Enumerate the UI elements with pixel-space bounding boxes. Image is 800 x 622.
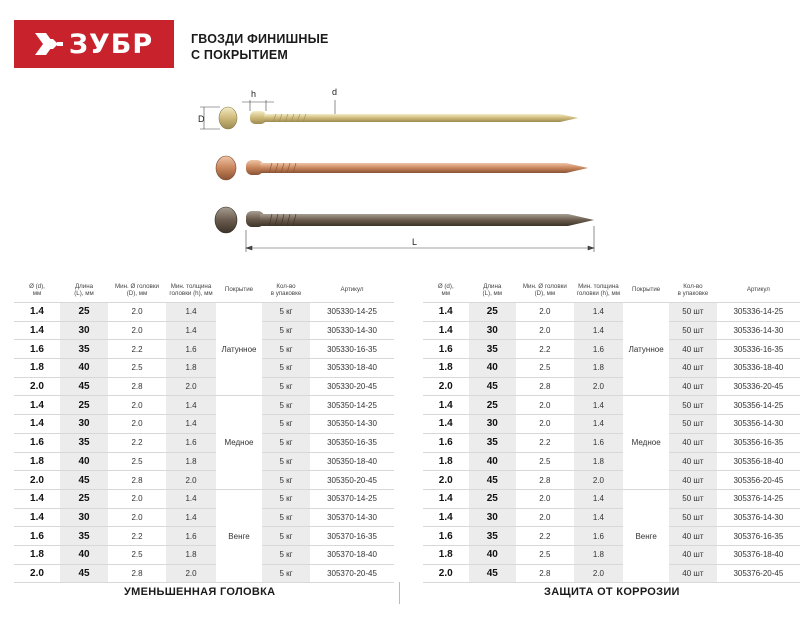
cell-diameter: 1.6 <box>423 433 469 452</box>
cell-sku: 305330-20-45 <box>310 377 394 396</box>
cell-length: 45 <box>60 564 108 583</box>
cell-length: 25 <box>60 396 108 415</box>
cell-length: 35 <box>60 433 108 452</box>
cell-coating: Латунное <box>623 303 669 396</box>
table-row <box>14 508 394 527</box>
cell-quantity: 5 кг <box>262 415 310 434</box>
cell-diameter: 1.4 <box>14 396 60 415</box>
cell-diameter: 1.8 <box>423 545 469 564</box>
cell-length: 30 <box>60 321 108 340</box>
cell-diameter: 2.0 <box>14 377 60 396</box>
cell-head-thickness: 1.4 <box>166 415 216 434</box>
cell-sku: 305356-14-30 <box>717 415 800 434</box>
table-row <box>423 377 800 396</box>
cell-head-diameter: 2.8 <box>516 377 573 396</box>
cell-quantity: 40 шт <box>669 377 717 396</box>
footer-right-label: ЗАЩИТА ОТ КОРРОЗИИ <box>544 586 680 598</box>
cell-quantity: 5 кг <box>262 303 310 322</box>
cell-sku: 305370-20-45 <box>310 564 394 583</box>
cell-quantity: 5 кг <box>262 359 310 378</box>
cell-head-diameter: 2.2 <box>108 433 166 452</box>
dimension-line-L <box>246 226 594 252</box>
header-quantity <box>262 278 310 303</box>
footer-left-label: УМЕНЬШЕННАЯ ГОЛОВКА <box>124 586 276 598</box>
cell-head-diameter: 2.2 <box>516 527 573 546</box>
cell-head-thickness: 1.4 <box>574 321 624 340</box>
cell-head-diameter: 2.2 <box>516 433 573 452</box>
cell-length: 30 <box>60 508 108 527</box>
cell-length: 25 <box>469 303 517 322</box>
label-h: h <box>251 89 257 99</box>
table-row <box>423 359 800 378</box>
cell-head-thickness: 2.0 <box>574 564 624 583</box>
header-length-line: (L), мм <box>74 290 94 297</box>
cell-sku: 305370-14-30 <box>310 508 394 527</box>
cell-head-thickness: 1.6 <box>574 527 624 546</box>
cell-sku: 305336-14-30 <box>717 321 800 340</box>
cell-head-diameter: 2.8 <box>516 564 573 583</box>
cell-diameter: 1.6 <box>423 527 469 546</box>
header-sku-line: Артикул <box>746 286 770 294</box>
cell-sku: 305356-18-40 <box>717 452 800 471</box>
cell-length: 45 <box>60 471 108 490</box>
cell-length: 35 <box>469 527 517 546</box>
cell-quantity: 5 кг <box>262 527 310 546</box>
cell-head-diameter: 2.0 <box>516 321 573 340</box>
cell-head-diameter: 2.2 <box>108 527 166 546</box>
cell-length: 35 <box>60 527 108 546</box>
cell-quantity: 5 кг <box>262 433 310 452</box>
header-head-diameter <box>108 278 166 303</box>
header-coating-line: Покрытие <box>632 286 661 294</box>
header-diameter-line: мм <box>32 290 42 297</box>
cell-head-thickness: 1.6 <box>166 527 216 546</box>
table-header <box>14 278 394 303</box>
cell-head-diameter: 2.0 <box>108 321 166 340</box>
cell-diameter: 2.0 <box>14 471 60 490</box>
table-row <box>423 452 800 471</box>
table-row <box>423 527 800 546</box>
cell-length: 30 <box>469 321 517 340</box>
cell-sku: 305350-18-40 <box>310 452 394 471</box>
cell-head-thickness: 1.4 <box>166 396 216 415</box>
table-row <box>14 564 394 583</box>
cell-head-diameter: 2.2 <box>108 340 166 359</box>
title-line-1: ГВОЗДИ ФИНИШНЫЕ <box>191 32 329 46</box>
cell-quantity: 40 шт <box>669 545 717 564</box>
cell-quantity: 50 шт <box>669 321 717 340</box>
cell-diameter: 1.4 <box>14 508 60 527</box>
cell-head-diameter: 2.2 <box>516 340 573 359</box>
table-row <box>423 321 800 340</box>
header-head-diameter-line: (D), мм <box>126 290 148 297</box>
cell-quantity: 50 шт <box>669 415 717 434</box>
cell-quantity: 40 шт <box>669 433 717 452</box>
header-length-line: Длина <box>74 282 94 290</box>
cell-diameter: 1.4 <box>14 303 60 322</box>
cell-sku: 305356-14-25 <box>717 396 800 415</box>
cell-head-diameter: 2.5 <box>108 545 166 564</box>
table-row <box>14 359 394 378</box>
header-head-diameter-line: Мин. Ø головки <box>115 282 159 290</box>
cell-quantity: 5 кг <box>262 452 310 471</box>
cell-quantity: 5 кг <box>262 545 310 564</box>
header-head-thickness <box>166 278 216 303</box>
cell-head-thickness: 1.4 <box>574 489 624 508</box>
header-length <box>469 278 517 303</box>
brand-logo <box>14 20 174 68</box>
table-row <box>423 340 800 359</box>
cell-quantity: 50 шт <box>669 303 717 322</box>
cell-head-thickness: 1.8 <box>166 545 216 564</box>
cell-diameter: 1.4 <box>423 321 469 340</box>
table-row <box>14 452 394 471</box>
cell-diameter: 1.4 <box>14 321 60 340</box>
cell-head-diameter: 2.0 <box>108 415 166 434</box>
cell-sku: 305376-20-45 <box>717 564 800 583</box>
cell-sku: 305350-14-30 <box>310 415 394 434</box>
cell-head-thickness: 1.4 <box>166 508 216 527</box>
cell-sku: 305330-16-35 <box>310 340 394 359</box>
label-L: L <box>412 237 418 247</box>
table-row <box>14 303 394 322</box>
cell-head-thickness: 1.4 <box>574 303 624 322</box>
copper-nail <box>216 156 588 180</box>
cell-sku: 305370-14-25 <box>310 489 394 508</box>
footer-divider <box>399 582 400 604</box>
cell-length: 35 <box>469 340 517 359</box>
header-length <box>60 278 108 303</box>
table-row <box>14 489 394 508</box>
cell-diameter: 1.6 <box>14 340 60 359</box>
cell-quantity: 5 кг <box>262 377 310 396</box>
table-row <box>423 564 800 583</box>
cell-head-diameter: 2.0 <box>108 303 166 322</box>
header-head-diameter-line: Мин. Ø головки <box>522 282 567 290</box>
cell-head-thickness: 1.4 <box>574 415 624 434</box>
cell-head-thickness: 1.8 <box>574 452 624 471</box>
cell-head-thickness: 2.0 <box>574 471 624 490</box>
cell-length: 40 <box>469 545 517 564</box>
cell-sku: 305336-18-40 <box>717 359 800 378</box>
cell-quantity: 5 кг <box>262 508 310 527</box>
header-sku <box>310 278 394 303</box>
cell-diameter: 1.8 <box>14 545 60 564</box>
cell-head-thickness: 1.4 <box>574 508 624 527</box>
cell-quantity: 40 шт <box>669 564 717 583</box>
table-row <box>423 471 800 490</box>
table-row <box>14 433 394 452</box>
header-quantity-line: в упаковке <box>677 290 709 297</box>
cell-sku: 305370-18-40 <box>310 545 394 564</box>
cell-head-diameter: 2.8 <box>516 471 573 490</box>
brass-nail <box>219 107 578 129</box>
table-row <box>14 396 394 415</box>
cell-quantity: 40 шт <box>669 452 717 471</box>
cell-length: 45 <box>469 471 517 490</box>
cell-diameter: 1.8 <box>14 452 60 471</box>
cell-head-diameter: 2.8 <box>108 564 166 583</box>
header-diameter-line: Ø (d), <box>437 282 454 290</box>
cell-head-diameter: 2.0 <box>516 508 573 527</box>
cell-head-diameter: 2.5 <box>516 452 573 471</box>
header-head-thickness-line: Мин. толщина <box>170 282 212 290</box>
cell-head-thickness: 2.0 <box>574 377 624 396</box>
cell-quantity: 40 шт <box>669 527 717 546</box>
cell-coating: Венге <box>216 489 262 582</box>
header-quantity-line: в упаковке <box>270 290 302 297</box>
label-D: D <box>198 114 205 124</box>
table-row <box>14 471 394 490</box>
cell-diameter: 1.8 <box>423 452 469 471</box>
table-row <box>423 433 800 452</box>
cell-head-thickness: 1.8 <box>574 359 624 378</box>
cell-length: 40 <box>60 545 108 564</box>
cell-diameter: 1.6 <box>14 527 60 546</box>
cell-length: 45 <box>60 377 108 396</box>
cell-diameter: 1.8 <box>423 359 469 378</box>
header-sku <box>717 278 800 303</box>
cell-head-diameter: 2.0 <box>108 508 166 527</box>
cell-coating: Латунное <box>216 303 262 396</box>
cell-coating: Медное <box>216 396 262 489</box>
cell-quantity: 50 шт <box>669 489 717 508</box>
cell-diameter: 1.4 <box>423 415 469 434</box>
cell-head-thickness: 1.6 <box>166 433 216 452</box>
cell-quantity: 40 шт <box>669 340 717 359</box>
table-header <box>423 278 800 303</box>
table-row <box>423 508 800 527</box>
spec-table-left <box>14 278 394 583</box>
cell-length: 40 <box>60 452 108 471</box>
cell-sku: 305376-14-25 <box>717 489 800 508</box>
cell-head-thickness: 1.6 <box>574 433 624 452</box>
table-row <box>14 340 394 359</box>
cell-head-diameter: 2.0 <box>516 303 573 322</box>
cell-length: 45 <box>469 564 517 583</box>
cell-head-thickness: 1.4 <box>166 489 216 508</box>
brand-name: ЗУБР <box>68 28 154 60</box>
cell-head-thickness: 1.8 <box>166 359 216 378</box>
cell-sku: 305356-20-45 <box>717 471 800 490</box>
wenge-nail <box>215 207 594 233</box>
cell-quantity: 50 шт <box>669 396 717 415</box>
cell-length: 30 <box>469 508 517 527</box>
cell-head-diameter: 2.0 <box>108 489 166 508</box>
cell-coating: Медное <box>623 396 669 489</box>
table-row <box>14 321 394 340</box>
table-row <box>423 396 800 415</box>
cell-length: 25 <box>60 489 108 508</box>
cell-head-thickness: 1.6 <box>166 340 216 359</box>
cell-diameter: 1.4 <box>423 396 469 415</box>
cell-sku: 305376-14-30 <box>717 508 800 527</box>
table-row <box>423 415 800 434</box>
header-quantity-line: Кол-во <box>276 282 296 290</box>
header-head-diameter-line: (D), мм <box>534 290 556 297</box>
cell-sku: 305376-18-40 <box>717 545 800 564</box>
table-row <box>423 489 800 508</box>
cell-head-thickness: 1.4 <box>166 321 216 340</box>
cell-head-thickness: 1.6 <box>574 340 624 359</box>
brand-arrow-icon <box>35 33 63 55</box>
header-coating <box>623 278 669 303</box>
header-diameter-line: мм <box>441 290 451 297</box>
cell-quantity: 40 шт <box>669 471 717 490</box>
cell-diameter: 2.0 <box>423 471 469 490</box>
cell-head-diameter: 2.5 <box>516 545 573 564</box>
cell-length: 40 <box>60 359 108 378</box>
table-row <box>14 377 394 396</box>
header-coating <box>216 278 262 303</box>
cell-sku: 305330-14-30 <box>310 321 394 340</box>
header-sku-line: Артикул <box>340 286 364 294</box>
table-row <box>14 415 394 434</box>
cell-diameter: 1.6 <box>423 340 469 359</box>
cell-head-thickness: 1.4 <box>574 396 624 415</box>
nails-illustration <box>180 80 610 260</box>
table-row <box>14 545 394 564</box>
cell-quantity: 5 кг <box>262 396 310 415</box>
cell-diameter: 1.4 <box>423 508 469 527</box>
cell-sku: 305376-16-35 <box>717 527 800 546</box>
cell-head-thickness: 1.4 <box>166 303 216 322</box>
cell-diameter: 1.4 <box>423 303 469 322</box>
cell-sku: 305336-20-45 <box>717 377 800 396</box>
cell-sku: 305350-16-35 <box>310 433 394 452</box>
header-diameter <box>14 278 60 303</box>
cell-sku: 305350-20-45 <box>310 471 394 490</box>
cell-diameter: 1.4 <box>423 489 469 508</box>
header-length-line: (L), мм <box>482 290 503 297</box>
cell-sku: 305370-16-35 <box>310 527 394 546</box>
cell-quantity: 5 кг <box>262 321 310 340</box>
cell-length: 40 <box>469 359 517 378</box>
page-title <box>191 31 329 63</box>
cell-diameter: 2.0 <box>423 377 469 396</box>
cell-head-diameter: 2.8 <box>108 471 166 490</box>
cell-diameter: 1.4 <box>14 489 60 508</box>
cell-diameter: 2.0 <box>423 564 469 583</box>
cell-head-diameter: 2.8 <box>108 377 166 396</box>
cell-quantity: 5 кг <box>262 489 310 508</box>
cell-diameter: 2.0 <box>14 564 60 583</box>
table-row <box>423 303 800 322</box>
cell-head-thickness: 2.0 <box>166 471 216 490</box>
cell-diameter: 1.6 <box>14 433 60 452</box>
spec-table-right <box>423 278 800 583</box>
cell-length: 25 <box>469 396 517 415</box>
cell-diameter: 1.4 <box>14 415 60 434</box>
cell-quantity: 5 кг <box>262 340 310 359</box>
cell-length: 25 <box>469 489 517 508</box>
cell-head-diameter: 2.5 <box>516 359 573 378</box>
header-head-thickness-line: Мин. толщина <box>578 282 619 290</box>
header-quantity-line: Кол-во <box>683 282 703 290</box>
cell-head-diameter: 2.5 <box>108 452 166 471</box>
header-length-line: Длина <box>483 282 502 290</box>
cell-head-thickness: 1.8 <box>166 452 216 471</box>
header-head-thickness-line: головки (h), мм <box>576 290 621 297</box>
cell-length: 25 <box>60 303 108 322</box>
cell-length: 30 <box>60 415 108 434</box>
cell-length: 30 <box>469 415 517 434</box>
cell-sku: 305330-14-25 <box>310 303 394 322</box>
cell-head-diameter: 2.0 <box>108 396 166 415</box>
cell-head-thickness: 2.0 <box>166 564 216 583</box>
cell-head-diameter: 2.0 <box>516 489 573 508</box>
cell-head-diameter: 2.0 <box>516 396 573 415</box>
cell-head-thickness: 1.8 <box>574 545 624 564</box>
table-row <box>423 545 800 564</box>
header-quantity <box>669 278 717 303</box>
cell-length: 35 <box>60 340 108 359</box>
header-diameter <box>423 278 469 303</box>
cell-quantity: 40 шт <box>669 359 717 378</box>
cell-sku: 305336-16-35 <box>717 340 800 359</box>
cell-length: 40 <box>469 452 517 471</box>
cell-sku: 305356-16-35 <box>717 433 800 452</box>
cell-length: 45 <box>469 377 517 396</box>
label-d: d <box>332 87 338 97</box>
cell-coating: Венге <box>623 489 669 582</box>
header-head-diameter <box>516 278 573 303</box>
table-row <box>14 527 394 546</box>
cell-sku: 305330-18-40 <box>310 359 394 378</box>
cell-head-diameter: 2.5 <box>108 359 166 378</box>
header-coating-line: Покрытие <box>224 286 254 294</box>
cell-quantity: 5 кг <box>262 564 310 583</box>
cell-length: 35 <box>469 433 517 452</box>
cell-quantity: 50 шт <box>669 508 717 527</box>
title-line-2: С ПОКРЫТИЕМ <box>191 48 288 62</box>
header-head-thickness-line: головки (h), мм <box>169 290 213 297</box>
cell-quantity: 5 кг <box>262 471 310 490</box>
cell-head-diameter: 2.0 <box>516 415 573 434</box>
header-head-thickness <box>574 278 624 303</box>
header-diameter-line: Ø (d), <box>29 282 45 290</box>
cell-diameter: 1.8 <box>14 359 60 378</box>
cell-sku: 305336-14-25 <box>717 303 800 322</box>
cell-sku: 305350-14-25 <box>310 396 394 415</box>
cell-head-thickness: 2.0 <box>166 377 216 396</box>
